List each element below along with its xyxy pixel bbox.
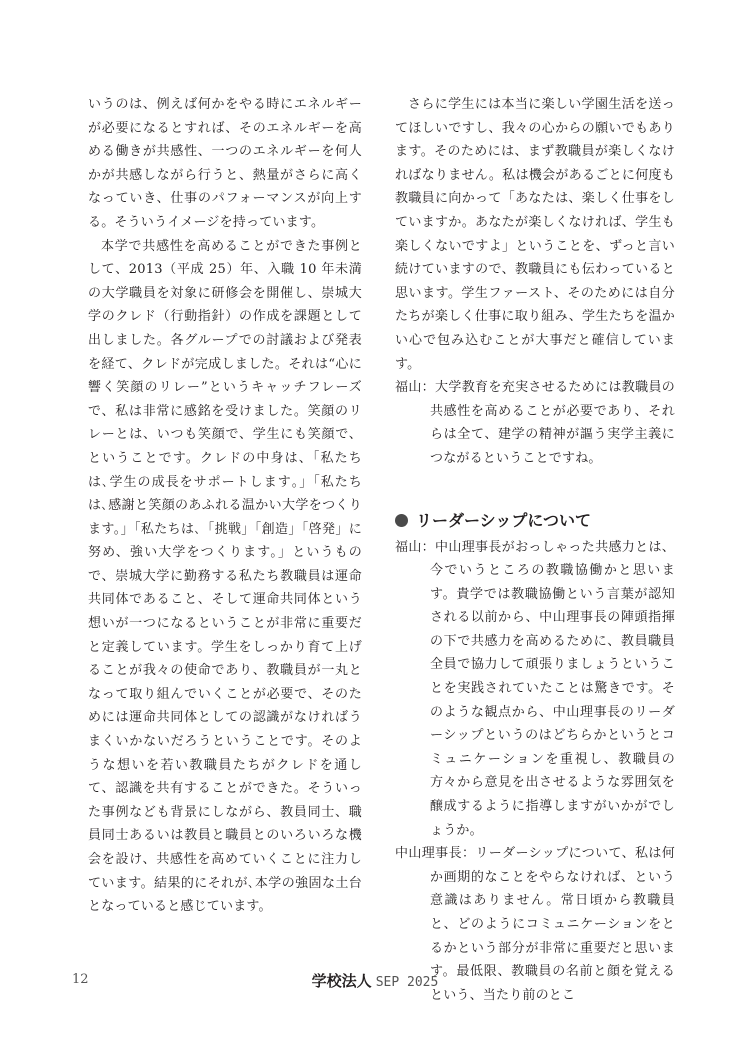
magazine-name: 学校法人 xyxy=(311,972,372,990)
magazine-issue: SEP 2025 xyxy=(375,975,439,990)
page-number: 12 xyxy=(72,972,89,987)
bullet-dot-icon xyxy=(395,514,408,527)
speech-text: 大学教育を充実させるためには教職員の共感性を高めることが必要であり、それらは全て、建学の精神が謳う実学主義につながるということですね。 xyxy=(430,380,675,466)
body-paragraph-1: いうのは、例えば何かをやる時にエネルギーが必要になるとすれば、そのエネルギーを高める働きが共感性、一つのエネルギーを何人かが共感しながら行うと、熱量がさらに高くなっていき、仕事のパフォーマンスが向上する。そういうイメージを持っています。 xyxy=(88,97,362,230)
section-heading xyxy=(395,508,675,534)
speaker-label: 福山： xyxy=(395,539,436,555)
speech-text: 中山理事長がおっしゃった共感力とは、今でいうところの教職協働かと思います。貴学では教職協働という言葉が認知される以前から、中山理事長の陣頭指揮の下で共感力を高めるために、教員職員全員で協力して頑張りましょうということを実践されていたことは驚きです。そのような観点から、中山理事長のリーダーシップというのはどちらかというとコミュニケーションを重視し、教職員の方々から意見を出させるような雰囲気を醸成するように指導しますがいかがでしょうか。 xyxy=(430,539,675,838)
section-heading-text: リーダーシップについて xyxy=(416,510,592,530)
magazine-title xyxy=(0,970,750,991)
body-paragraph-2: 本学で共感性を高めることができた事例として、2013（平成 25）年、入職 10 年未満の大学職員を対象に研修会を開催し、崇城大学のクレド（行動指針）の作成を課題として出しました。各グループでの討議および発表を経て、クレドが完成しました。それは“心に響く笑顔のリレー”というキャッチフレーズで、私は非常に感銘を受けました。笑顔のリレーとは、いつも笑顔で、学生にも笑顔で、ということです。クレドの中身は、「私たちは､学生の成長をサポートします｡」「私たちは､感謝と笑顔のあふれる温かい大学をつくります。」「私たちは､「挑戦」「創造」「啓発」に努め、強い大学をつくります。」というもので、崇城大学に勤務する私たち教職員は運命共同体であること、そして運命共同体という想いが一つになるということが非常に重要だと定義しています。学生をしっかり育て上げることが我々の使命であり、教職員が一丸となって取り組んでいくことが必要で、そのためには運命共同体としての認識がなければうまくいかないだろうということです。そのような想いを若い教職員たちがクレドを通して、認識を共有することができた。そういった事例なども背景にしながら、教員同士、職員同士あるいは教員と職員とのいろいろな機会を設け、共感性を高めていくことに注力しています。結果的にそれが､本学の強固な土台となっていると感じています。 xyxy=(88,238,362,915)
speaker-label: 福山： xyxy=(395,380,436,396)
left-column xyxy=(88,93,362,919)
speech-text: リーダーシップについて、私は何か画期的なことをやらなければ、という意識はありません。常日頃から教職員と、どのようにコミュニケーションをとるかという部分が非常に重要だと思います。最低限、教職員の名前と顔を覚えるという、当たり前のとこ xyxy=(430,846,675,1003)
speech-fukuyama-2 xyxy=(395,536,675,843)
speech-fukuyama-1 xyxy=(395,376,675,470)
right-column xyxy=(395,93,675,1007)
speaker-label: 中山理事長： xyxy=(395,846,476,862)
body-paragraph-3: さらに学生には本当に楽しい学園生活を送ってほしいですし、我々の心からの願いでもあります。そのためには、まず教職員が楽しくなければなりません。私は機会があるごとに何度も教職員に向かって「あなたは、楽しく仕事をしていますか。あなたが楽しくなければ、学生も楽しくないですよ」ということを、ずっと言い続けていますので、教職員にも伝わっていると思います。学生ファースト、そのためには自分たちが楽しく仕事に取り組み、学生たちを温かい心で包み込むことが大事だと確信しています。 xyxy=(395,97,675,372)
page-footer xyxy=(0,970,750,994)
